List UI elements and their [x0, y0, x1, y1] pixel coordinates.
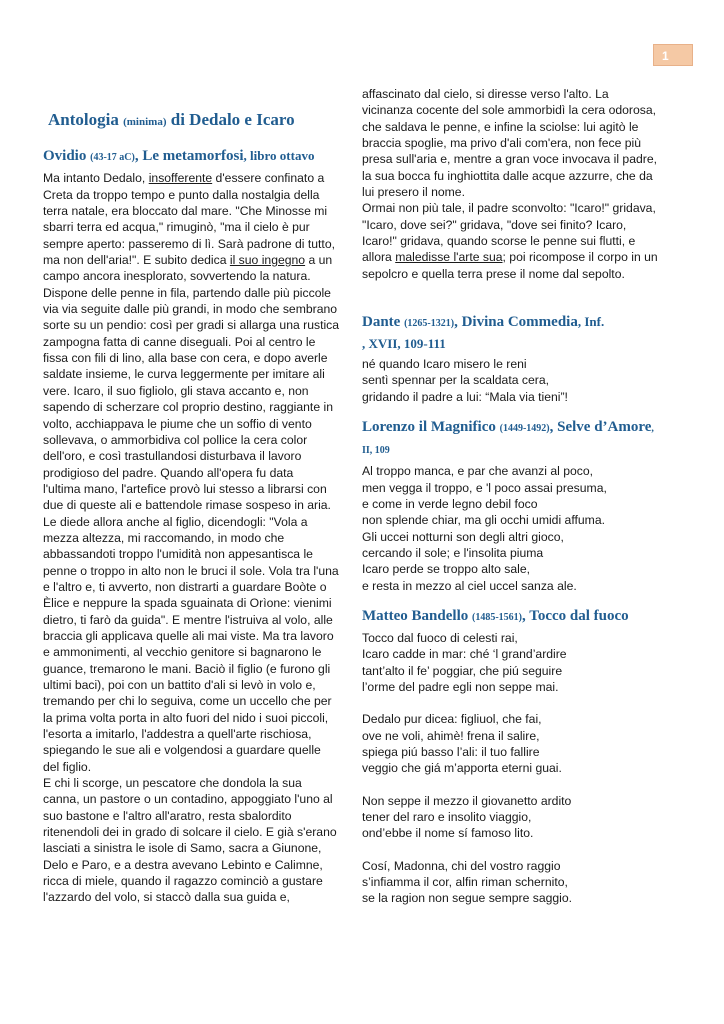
ovidio-paragraph-1: Ma intanto Dedalo, insofferente d'essere confinato a Creta da troppo tempo e punto dalla nostalgia della terra natale, era bloccato dal mare. "Che Minosse mi sbarri terra ed acqua," rimuginò, "ma il cielo è pur sempre aperto: passeremo di lì. Sarà padrone di tutto, ma non dell'aria!". E subito dedica il suo ingegno a un campo ancora inesplorato, sovvertendo la natura. Dispone delle penne in fila, partendo dalle più piccole via via seguite dalle più grandi, in modo che sembrano sorte su un pendio: così per gradi si allarga una rustica zampogna fatta di canne diseguali. Poi al centro le fissa con fili di lino, alla base con cera, e dopo averle saldate insieme, le curva leggermente per imitare ali vere. Icaro, il suo figliolo, gli stava accanto e, non sapendo di scherzare col proprio destino, raggiante in volto, acchiappava le piume che un soffio di vento sollevava, o ammorbidiva col pollice la cera color dell'oro, e così trastullandosi disturbava il lavoro prodigioso del padre. Quando all'opera fu data [43, 171, 340, 480]
verse-line: l’orme del padre egli non seppe mai. [362, 679, 559, 694]
verse-line: tant’alto il fe’ poggiar, che piú seguire [362, 663, 563, 678]
verse-line: veggio che giá m’apporta eterni guai. [362, 761, 562, 776]
verse-line: tener del raro e insolito viaggio, [362, 810, 532, 824]
ovidio-paragraph-2: l'ultima mano, l'artefice provò lui stesso a librarsi con due di queste ali e battendole rimase sospeso in aria. [43, 481, 331, 513]
verse-line: né quando Icaro misero le reni [362, 357, 527, 372]
verse-line: non splende chiar, ma gli occhi umidi affuma. [362, 513, 605, 528]
ovidio-paragraph-5: affascinato dal cielo, si diresse verso l'alto. La vicinanza cocente del sole ammorbidì la cera odorosa, che saldava le penne, e infine la sciolse: lui agitò le braccia spoglie, ma privo d'ali com'era, non fece più presa sull'aria e, mentre a gran voce invocava il padre, la sua bocca fu inghiottita dalle acque azzurre, che da lui presero il nome. [362, 87, 657, 200]
page-number: 1 [653, 44, 693, 66]
verse-line: e resta in mezzo al ciel uccel sanza ale. [362, 578, 577, 593]
lorenzo-heading: Lorenzo il Magnifico (1449-1492), Selve d’Amore, II, 109 [362, 419, 654, 457]
verse-line: Non seppe il mezzo il giovanetto ardito [362, 793, 572, 808]
ovidio-paragraph-4: E chi li scorge, un pescatore che dondola la sua canna, un pastore o un contadino, appoggiato l'uno al suo bastone e l'altro all'aratro, resta sbalordito ritenendoli dei in grado di solcare il cielo. E già s'erano lasciati a sinistra le isole di Samo, sacra a Giunone, Delo e Paro, e a destra avevano Lebinto e Calimne, ricca di miele, quando il ragazzo cominciò a gustare l'azzardo del volo, si staccò dalla sua guida e, [43, 776, 337, 905]
ovidio-paragraph-6: Ormai non più tale, il padre sconvolto: "Icaro!" gridava, "Icaro, dove sei?" gridava, "dove sei finito? Icaro, Icaro!" gridava, quando scorse le penne sui flutti, e allora maledisse l'arte sua; poi ricompose il corpo in un sepolcro e quella terra prese il nome dal sepolto. [362, 201, 658, 281]
lorenzo-verses [362, 463, 662, 594]
dante-heading: Dante (1265-1321), Divina Commedia, Inf. , XVII, 109-111 [362, 314, 605, 352]
verse-line: Al troppo manca, e par che avanzi al poco, [362, 464, 594, 479]
verse-line: gridando il padre a lui: “Mala via tieni”! [362, 389, 568, 404]
verse-line: ond’ebbe il nome sí famoso lito. [362, 826, 534, 841]
verse-line: ove ne voli, ahimè! frena il salire, [362, 728, 540, 743]
verse-line: Tocco dal fuoco di celesti rai, [362, 630, 518, 645]
verse-line: Icaro perde se troppo alto sale, [362, 562, 531, 577]
verse-line: Icaro cadde in mar: ché ‘l grand’ardire [362, 647, 567, 662]
ovidio-paragraph-3: Le diede allora anche al figlio, dicendogli: "Vola a mezza altezza, mi raccomando, in modo che abbassandoti troppo l'umidità non appesantisca le penne o troppo in alto non le bruci il sole. Vola tra l'una e l'altro e, ti avverto, non distrarti a guardare Boòte o Èlice e neppure la spada sguainata di Orìone: vienimi dietro, ti farò da guida". E mentre l'istruiva al volo, alle braccia gli applicava quelle ali mai viste. Ma tra lavoro e ammonimenti, al vecchio genitore si bagnarono le guance, tremarono le mani. Baciò il figlio (e furono gli ultimi baci), poi con un battito d'ali si levò in volo e, tremando per chi lo seguiva, come un uccello che per la prima volta porta in alto fuori del nido i suoi piccoli, l'esorta a imitarlo, l'addestra a quell'arte rischiosa, spiegando le sue ali e volgendosi a guardare quelle del figlio. [43, 514, 339, 774]
verse-line: e come in verde legno debil foco [362, 496, 538, 511]
ovidio-heading: Ovidio (43-17 aC), Le metamorfosi, libro ottavo [43, 148, 315, 165]
stanza [362, 858, 662, 907]
verse-line: Cosí, Madonna, chi del vostro raggio [362, 858, 561, 873]
stanza [362, 711, 662, 776]
verse-line: sentì spennar per la scaldata cera, [362, 373, 549, 388]
verse-line: cercando il sole; e l'insolita piuma [362, 545, 544, 560]
verse-line: s’infiamma il cor, alfin riman schernito, [362, 875, 568, 890]
left-column [43, 112, 340, 906]
right-column [362, 86, 662, 907]
page-title: Antologia (minima) di Dedalo e Icaro [48, 110, 295, 129]
dante-verses [362, 356, 662, 405]
verse-line: Dedalo pur dicea: figliuol, che fai, [362, 712, 542, 727]
verse-line: se la ragion non segue sempre saggio. [362, 891, 573, 906]
bandello-heading: Matteo Bandello (1485-1561), Tocco dal fuoco [362, 607, 629, 624]
verse-line: men vegga il troppo, e 'l poco assai presuma, [362, 480, 607, 495]
verse-line: spiega piú basso l’ali: il tuo fallire [362, 744, 540, 759]
stanza [362, 630, 662, 695]
verse-line: Gli uccei notturni son degli altri gioco, [362, 529, 564, 544]
stanza [362, 793, 662, 842]
bandello-verses [362, 630, 662, 907]
